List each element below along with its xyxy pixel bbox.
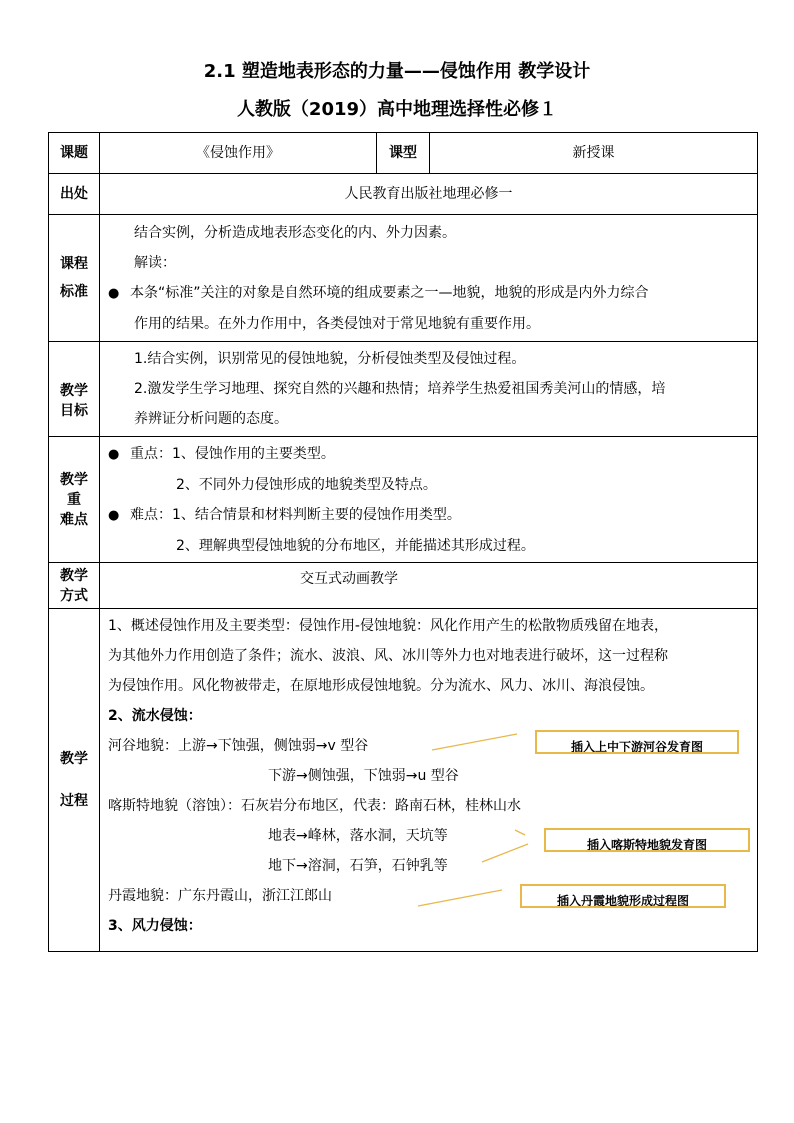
- callout-karst-diagram: 插入喀斯特地貌发育图: [544, 828, 750, 852]
- standard-line-1: 结合实例，分析造成地表形态变化的内、外力因素。: [134, 224, 456, 241]
- goals-line-1: 1.结合实例，识别常见的侵蚀地貌，分析侵蚀类型及侵蚀过程。: [134, 351, 526, 367]
- goals-content: [100, 342, 758, 437]
- danxia-line: 丹霞地貌：广东丹霞山，浙江江郎山: [108, 888, 332, 904]
- document-title: 2.1 塑造地表形态的力量——侵蚀作用 教学设计: [203, 61, 591, 82]
- topic-label: 课题: [49, 133, 100, 174]
- type-value: 新授课: [430, 133, 758, 174]
- topic-value: 《侵蚀作用》: [100, 133, 377, 174]
- karst-line-2: 地表→峰林，落水洞，天坑等: [268, 828, 448, 844]
- process-label-line-2: 过程: [60, 793, 88, 809]
- callout-valley-diagram: 插入上中下游河谷发育图: [535, 730, 739, 754]
- goals-line-2: 2.激发学生学习地理、探究自然的兴趣和热情；培养学生热爱祖国秀美河山的情感，培: [134, 381, 666, 397]
- method-label-line-2: 方式: [60, 587, 88, 604]
- method-value: 交互式动画教学: [100, 563, 758, 609]
- keypoints-line-4: 2、理解典型侵蚀地貌的分布地区，并能描述其形成过程。: [176, 537, 535, 554]
- keypoints-content: [100, 437, 758, 563]
- method-label-line-1: 教学: [60, 567, 88, 584]
- bullet-icon: ●: [108, 507, 120, 523]
- type-label: 课型: [377, 133, 430, 174]
- keypoints-label-line-3: 难点: [60, 511, 88, 528]
- document-subtitle: 人教版（2019）高中地理选择性必修１: [236, 99, 558, 120]
- process-content: [100, 609, 758, 952]
- goals-label: [49, 342, 100, 437]
- row-process: [49, 609, 758, 952]
- karst-line-1: 喀斯特地貌（溶蚀）：石灰岩分布地区，代表：路南石林，桂林山水: [108, 798, 521, 814]
- source-label: 出处: [49, 174, 100, 215]
- row-method: [49, 563, 758, 609]
- standard-label-line-1: 课程: [60, 256, 88, 272]
- keypoints-label: [49, 437, 100, 563]
- callout-danxia-diagram: 插入丹霞地貌形成过程图: [520, 884, 726, 908]
- keypoints-line-3: 难点：1、结合情景和材料判断主要的侵蚀作用类型。: [130, 506, 461, 523]
- keypoints-line-2: 2、不同外力侵蚀形成的地貌类型及特点。: [176, 476, 437, 493]
- source-value: 人民教育出版社地理必修一: [100, 174, 758, 215]
- standard-label-line-2: 标准: [60, 284, 88, 300]
- standard-line-4: 作用的结果。在外力作用中，各类侵蚀对于常见地貌有重要作用。: [134, 315, 540, 332]
- row-keypoints: [49, 437, 758, 563]
- goals-line-3: 养辨证分析问题的态度。: [134, 411, 288, 427]
- lesson-table: [48, 132, 758, 952]
- keypoints-label-line-2: 重: [67, 491, 81, 508]
- keypoints-label-line-1: 教学: [60, 471, 88, 488]
- process-heading-water: 2、流水侵蚀：: [108, 708, 202, 724]
- bullet-icon: ●: [108, 446, 120, 462]
- row-goals: [49, 342, 758, 437]
- process-line-2: 为其他外力作用创造了条件；流水、波浪、风、冰川等外力也对地表进行破坏，这一过程称: [108, 648, 668, 664]
- bullet-icon: ●: [108, 285, 120, 301]
- valley-line-1: 河谷地貌：上游→下蚀强，侧蚀弱→v 型谷: [108, 738, 369, 754]
- goals-label-line-1: 教学: [60, 383, 88, 399]
- karst-line-3: 地下→溶洞，石笋，石钟乳等: [268, 858, 448, 874]
- method-label: [49, 563, 100, 609]
- standard-line-3: 本条“标准”关注的对象是自然环境的组成要素之一—地貌，地貌的形成是内外力综合: [130, 284, 649, 301]
- valley-line-2: 下游→侧蚀强，下蚀弱→u 型谷: [268, 768, 459, 784]
- standard-label: [49, 215, 100, 342]
- row-standard: [49, 215, 758, 342]
- process-heading-wind: 3、风力侵蚀：: [108, 918, 202, 934]
- process-line-1: 1、概述侵蚀作用及主要类型：侵蚀作用-侵蚀地貌：风化作用产生的松散物质残留在地表，: [108, 618, 668, 634]
- process-line-3: 为侵蚀作用。风化物被带走，在原地形成侵蚀地貌。分为流水、风力、冰川、海浪侵蚀。: [108, 678, 654, 694]
- process-label-line-1: 教学: [60, 751, 88, 767]
- standard-content: [100, 215, 758, 342]
- process-label: [49, 609, 100, 952]
- goals-label-line-2: 目标: [60, 403, 88, 419]
- row-topic: [49, 133, 758, 174]
- keypoints-line-1: 重点：1、侵蚀作用的主要类型。: [130, 445, 335, 462]
- row-source: [49, 174, 758, 215]
- standard-line-2: 解读：: [134, 254, 176, 271]
